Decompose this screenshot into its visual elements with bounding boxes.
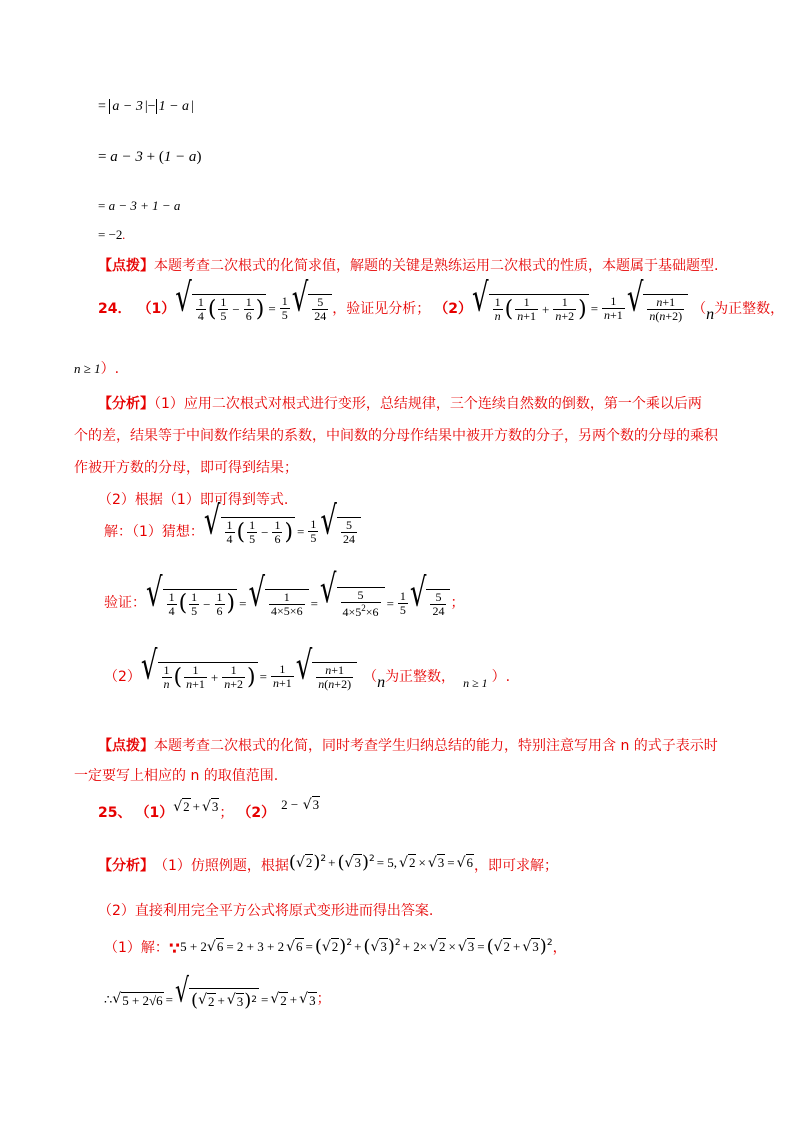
fenxi-25-formula: $(√2)^2 + (√3)^2 = 5$, √2 × √3 = √6: [288, 852, 473, 873]
question-number: 24．: [98, 300, 132, 317]
fenxi-24-line-3: 作被开方数的分母，即可得到结果；: [74, 460, 298, 476]
step-line-2: = a − 3 + (1 − a): [98, 149, 202, 165]
jie-24-part2: （2） √ 1 n ( 1 n+1 + $\frac{1}{n+2}$ ) = $\frac{1}{n+1}$ √ n+1 n(n+2) （ n 为正整数， n ≥ 1 ）.: [104, 644, 511, 692]
part2-label: （2）: [434, 300, 473, 317]
step-line-4: = −2.: [98, 227, 126, 242]
dianbo-1: [98, 258, 718, 275]
dianbo-text: 本题考查二次根式的化简求值，解题的关键是熟练运用二次根式的性质，本题属于基础题型.: [154, 258, 719, 274]
q24-formula-2: √ 1 n ( 1 n+1 + $\frac{1}{n+2}$ ) = $\frac{1}{n+1}$ √ n+1 n(n+2): [472, 294, 688, 324]
step-line-3: = a − 3 + 1 − a: [98, 198, 181, 213]
jie-24-verify: 验证： √ 1 4 ( 1 5 − $\frac{1}{6}$ ) = √ 1 4×5×6 = √ 5 $4\times 5^2\times 6$ = $\frac{1}{5}$ √ 5 24 ；: [104, 567, 465, 620]
verify-formula: √ 1 4 ( 1 5 − $\frac{1}{6}$ ) = √ 1 4×5×6 = √ 5 $4\times 5^2\times 6$ = $\frac{1}{5}$ √ 5 24: [146, 587, 450, 620]
step-line-1: = a − 3 |− 1 − a |: [98, 99, 194, 114]
jie-24-guess: 解：（1）猜想： √ 1 4 ( 1 5 − $\frac{1}{6}$ ) = $\frac{1}{5}$ √ 5 24: [104, 517, 361, 547]
jie-25-formula-2: √ 5 + 2√6 = √ ( √ 2 + √ 3 ) 2 = √ 2 + √ 3: [112, 973, 316, 1011]
fenxi-24-line-2: 个的差，结果等于中间数作结果的系数，中间数的分母作结果中被开方数的分子，另两个数的分母的乘积: [74, 428, 718, 444]
dianbo-2-line-2: 一定要写上相应的 n 的取值范围.: [74, 768, 279, 784]
jie-25-line-2: ∴ √ 5 + 2√6 = √ ( √ 2 + √ 3 ) 2 = √ 2 + √ 3 ；: [104, 973, 331, 1011]
fenxi-24-line-1: 【分析】（1）应用二次根式对根式进行变形，总结规律，三个连续自然数的倒数，第一个乘以后两: [98, 396, 702, 412]
jie-25-formula-1: 5 + 2√6 = 2 + 3 + 2 $√6 = (√2)^2 + (√3)^2 + 2\times √2 \times √3 = (√2 + √3)^2$: [180, 936, 553, 957]
q24-answer: 24． （1） √ 1 4 ( 1 5 − $\frac{1}{6}$ ) = $\frac{1}{5}$ √ 5 24 ，验证见分析； （2） √ 1 n ( 1 n+1 + $\frac{1}{n+2}$ ) = $\frac{1}{n+1}$ √ n+1 n(n+2) （ n 为正整数，: [98, 276, 785, 324]
fenxi-25-line-2: （2）直接利用完全平方公式将原式变形进而得出答案.: [98, 903, 434, 919]
question-number: 25、: [98, 805, 132, 821]
q24-n-range: n ≥ 1）.: [74, 361, 120, 377]
dianbo-label: 【点拨】: [98, 258, 154, 274]
dianbo-2-line-1: 【点拨】本题考查二次根式的化简，同时考查学生归纳总结的能力，特别注意写用含 n 的式子表示时: [98, 738, 718, 754]
guess-formula: √ 1 4 ( 1 5 − $\frac{1}{6}$ ) = $\frac{1}{5}$ √ 5 24: [204, 517, 361, 547]
verify-note: ，验证见分析；: [332, 300, 431, 317]
q25-ans1: √2 + √3: [173, 799, 219, 815]
fenxi-25-line-1: 【分析】 （1）仿照例题，根据 $(√2)^2 + (√3)^2 = 5$, √2 × √3 = √6 ，即可求解；: [98, 852, 558, 875]
fenxi-24-line-4: （2）根据（1）即可得到等式.: [98, 492, 289, 508]
q24-formula-1: √ 1 4 ( 1 5 − $\frac{1}{6}$ ) = $\frac{1}{5}$ √ 5 24: [175, 294, 332, 324]
part1-label: （1）: [137, 300, 176, 317]
q25-ans2: 2 − √3: [281, 797, 320, 813]
q25-answer: 25、 （1） √2 + √3 ； （2） 2 − √3: [98, 797, 320, 821]
jie-25-line-1: （1）解： ∵ 5 + 2√6 = 2 + 3 + 2 $√6 = (√2)^2 + (√3)^2 + 2\times √2 \times √3 = (√2 + √3)^2$ ，: [104, 936, 567, 959]
part2-formula: √ 1 n ( 1 n+1 + $\frac{1}{n+2}$ ) = $\frac{1}{n+1}$ √ n+1 n(n+2): [141, 662, 357, 692]
